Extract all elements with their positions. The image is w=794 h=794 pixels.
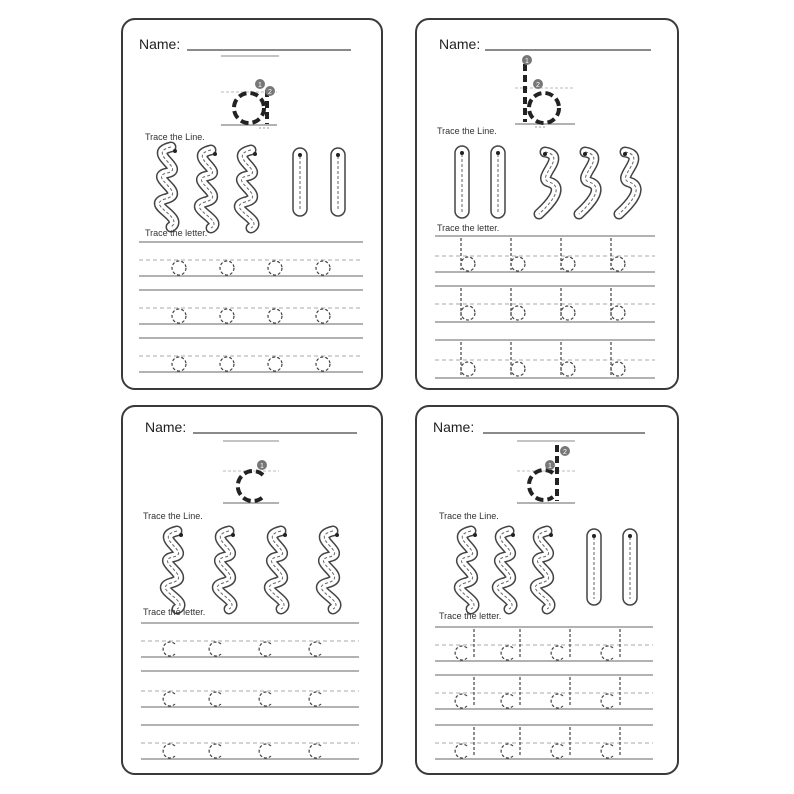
worksheet-b — [415, 18, 679, 390]
stroke-order-badge-2 — [265, 86, 275, 96]
name-label: Name: — [145, 419, 187, 435]
model-letter-b — [525, 64, 559, 127]
stroke-order-badge-2 — [533, 79, 543, 89]
svg-text:2: 2 — [536, 82, 540, 89]
trace-letter-label: Trace the letter. — [143, 607, 206, 617]
trace-line-label: Trace the Line. — [143, 511, 203, 521]
svg-text:1: 1 — [258, 82, 262, 89]
svg-text:1: 1 — [548, 463, 552, 470]
name-label: Name: — [433, 419, 475, 435]
trace-letter-label: Trace the letter. — [439, 611, 502, 621]
svg-text:2: 2 — [268, 89, 272, 96]
model-letter-d — [529, 445, 557, 501]
stroke-order-badge-1 — [522, 55, 532, 65]
trace-letter-label: Trace the letter. — [145, 228, 208, 238]
model-letter-a — [234, 90, 269, 128]
trace-line-shapes — [159, 147, 345, 228]
trace-line-shapes — [459, 529, 637, 609]
worksheet-b-graphics — [417, 20, 681, 392]
model-letter-c — [238, 471, 263, 501]
trace-line-label: Trace the Line. — [437, 126, 497, 136]
tracing-rows — [435, 236, 655, 378]
worksheet-d — [415, 405, 679, 775]
trace-line-shapes — [165, 531, 339, 609]
tracing-rows — [435, 627, 653, 759]
worksheet-c — [121, 405, 383, 775]
svg-text:1: 1 — [525, 58, 529, 65]
trace-line-shapes — [455, 146, 636, 218]
tracing-rows — [141, 623, 359, 759]
name-label: Name: — [139, 36, 181, 52]
worksheet-d-graphics — [417, 407, 681, 777]
stroke-order-badge-1 — [255, 79, 265, 89]
svg-text:2: 2 — [563, 449, 567, 456]
worksheet-a — [121, 18, 383, 390]
trace-line-label: Trace the Line. — [145, 132, 205, 142]
svg-text:1: 1 — [260, 463, 264, 470]
worksheet-a-graphics — [123, 20, 385, 392]
trace-letter-label: Trace the letter. — [437, 223, 500, 233]
worksheet-c-graphics — [123, 407, 385, 777]
name-label: Name: — [439, 36, 481, 52]
tracing-rows — [139, 242, 363, 372]
trace-line-label: Trace the Line. — [439, 511, 499, 521]
stroke-order-badge-1 — [257, 460, 267, 470]
stroke-order-badge-2 — [560, 446, 570, 456]
stroke-order-badge-1 — [545, 460, 555, 470]
